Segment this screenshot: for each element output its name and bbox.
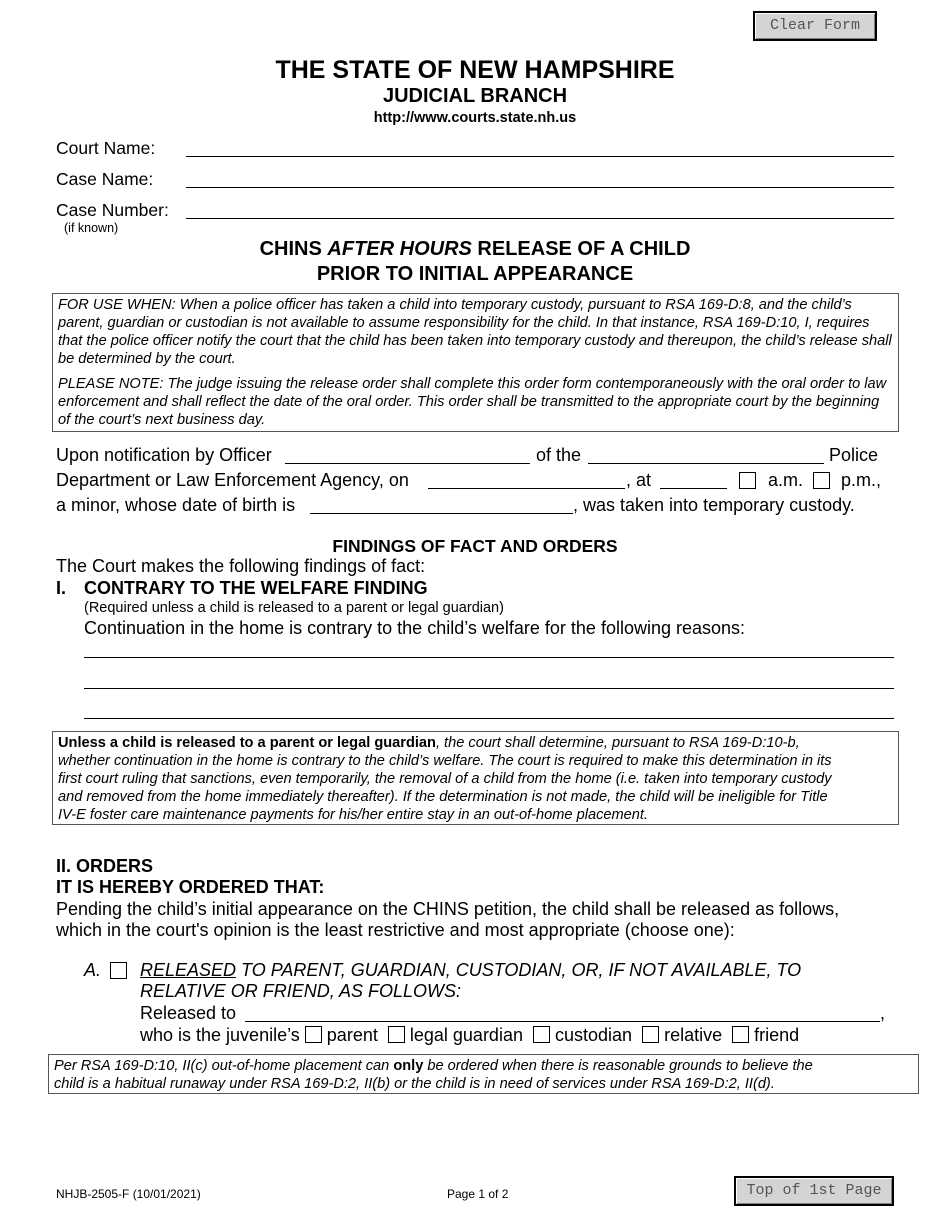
dob-field[interactable] xyxy=(310,513,573,514)
case-name-label: Case Name: xyxy=(56,169,154,189)
notice-please-note: PLEASE NOTE: The judge issuing the release order shall complete this order form contemporaneously with the oral order to law enforcement and shall reflect the date of the oral order. This order shall be transmitted to the appropriate court by the beginning of the court’s next business day. xyxy=(58,376,887,428)
legal-guardian-checkbox[interactable] xyxy=(388,1026,405,1043)
time-field[interactable] xyxy=(660,488,727,489)
am-label: a.m. xyxy=(768,470,804,490)
findings-heading: FINDINGS OF FACT AND ORDERS xyxy=(332,536,618,556)
date-field[interactable] xyxy=(428,488,625,489)
released-to-label: Released to xyxy=(140,1003,237,1023)
am-checkbox[interactable] xyxy=(739,472,756,489)
relative-checkbox[interactable] xyxy=(642,1026,659,1043)
option-a-title: RELEASED TO PARENT, GUARDIAN, CUSTODIAN, OR, IF NOT AVAILABLE, TO xyxy=(140,960,802,980)
pm-label: p.m., xyxy=(841,470,882,490)
welfare-notice-bold: Unless a child is released to a parent or legal guardian xyxy=(58,735,436,751)
hereby-ordered: IT IS HEREBY ORDERED THAT: xyxy=(56,877,325,897)
form-title-line2: PRIOR TO INITIAL APPEARANCE xyxy=(316,263,634,285)
form-id: NHJB-2505-F (10/01/2021) xyxy=(56,1187,201,1201)
released-to-comma: , xyxy=(880,1003,886,1023)
parent-checkbox[interactable] xyxy=(305,1026,322,1043)
pm-checkbox[interactable] xyxy=(813,472,830,489)
legal-guardian-label: legal guardian xyxy=(409,1025,523,1045)
welfare-notice-box: Unless a child is released to a parent or legal guardian, the court shall determine, pursuant to RSA 169-D:10-b, whether continuation in the home is contrary to the child’s welfare. The court is required to make this determination in its first court ruling that sanctions, even temporarily, the removal of a child from the home (i.e. taken into temporary custody and removed from the home immediately thereafter). If the determination is not made, the child will be ineligible for Title IV-E foster care maintenance payments for his/her entire stay in an out-of-home placement. xyxy=(52,731,899,825)
notice-use-when: FOR USE WHEN: When a police officer has taken a child into temporary custody, pursuant to RSA 169-D:8, and the child’s parent, guardian or custodian is not available to assume responsibility for the child. In that instance, RSA 169-D:10, I, requires that the police officer notify the court that the child has been taken into temporary custody and thereupon, the child’s release shall be determined by the court. xyxy=(58,297,892,367)
pending-text-1: Pending the child’s initial appearance on the CHINS petition, the child shall be released as follows, xyxy=(56,899,840,919)
branch-heading: JUDICIAL BRANCH xyxy=(382,85,568,107)
taken-into-custody-label: , was taken into temporary custody. xyxy=(573,495,855,515)
friend-label: friend xyxy=(754,1025,800,1045)
option-a-letter: A. xyxy=(84,960,102,980)
reasons-line-1[interactable] xyxy=(84,657,894,658)
section-2-title: II. ORDERS xyxy=(56,856,154,876)
agency-name-field[interactable] xyxy=(588,463,824,464)
form-title-line1: CHINS AFTER HOURS RELEASE OF A CHILD xyxy=(259,238,691,260)
custodian-checkbox[interactable] xyxy=(533,1026,550,1043)
case-number-label: Case Number: xyxy=(56,200,169,220)
friend-checkbox[interactable] xyxy=(732,1026,749,1043)
relationship-row xyxy=(140,1025,799,1046)
section-1-number: I. xyxy=(56,578,67,598)
relative-label: relative xyxy=(664,1025,723,1045)
upon-notification-label: Upon notification by Officer xyxy=(56,445,272,465)
case-name-field[interactable] xyxy=(186,187,894,188)
department-label: Department or Law Enforcement Agency, on xyxy=(56,470,409,490)
police-label: Police xyxy=(829,445,879,465)
clear-form-button[interactable]: Clear Form xyxy=(753,11,877,41)
placement-notice-box: Per RSA 169-D:10, II(c) out-of-home placement can only be ordered when there is reasonable grounds to believe the child is a habitual runaway under RSA 169-D:2, II(b) or the child is in need of services under RSA 169-D:2, II(d). xyxy=(48,1054,919,1094)
released-to-field[interactable] xyxy=(245,1021,880,1022)
option-a-title-2: RELATIVE OR FRIEND, AS FOLLOWS: xyxy=(140,981,462,1001)
section-1-title: CONTRARY TO THE WELFARE FINDING xyxy=(84,578,428,598)
court-url: http://www.courts.state.nh.us xyxy=(373,110,577,126)
state-heading: THE STATE OF NEW HAMPSHIRE xyxy=(275,56,675,84)
option-a-checkbox[interactable] xyxy=(110,962,127,979)
reasons-line-3[interactable] xyxy=(84,718,894,719)
court-name-field[interactable] xyxy=(186,156,894,157)
at-label: , at xyxy=(626,470,652,490)
parent-label: parent xyxy=(326,1025,378,1045)
notice-box xyxy=(52,293,899,432)
section-1-note: (Required unless a child is released to a parent or legal guardian) xyxy=(84,600,504,616)
court-name-label: Court Name: xyxy=(56,138,156,158)
officer-name-field[interactable] xyxy=(285,463,530,464)
relationship-label: who is the juvenile’s xyxy=(140,1025,300,1045)
case-number-field[interactable] xyxy=(186,218,894,219)
custodian-label: custodian xyxy=(555,1025,633,1045)
minor-dob-label: a minor, whose date of birth is xyxy=(56,495,296,515)
reasons-line-2[interactable] xyxy=(84,688,894,689)
pending-text-2: which in the court's opinion is the least restrictive and most appropriate (choose one): xyxy=(56,920,735,940)
of-the-label: of the xyxy=(536,445,582,465)
if-known-note: (if known) xyxy=(64,221,119,235)
page-number: Page 1 of 2 xyxy=(447,1187,509,1201)
findings-intro: The Court makes the following findings of fact: xyxy=(56,556,426,576)
top-of-first-page-button[interactable]: Top of 1st Page xyxy=(734,1176,894,1206)
section-1-text: Continuation in the home is contrary to the child’s welfare for the following reasons: xyxy=(84,618,746,638)
